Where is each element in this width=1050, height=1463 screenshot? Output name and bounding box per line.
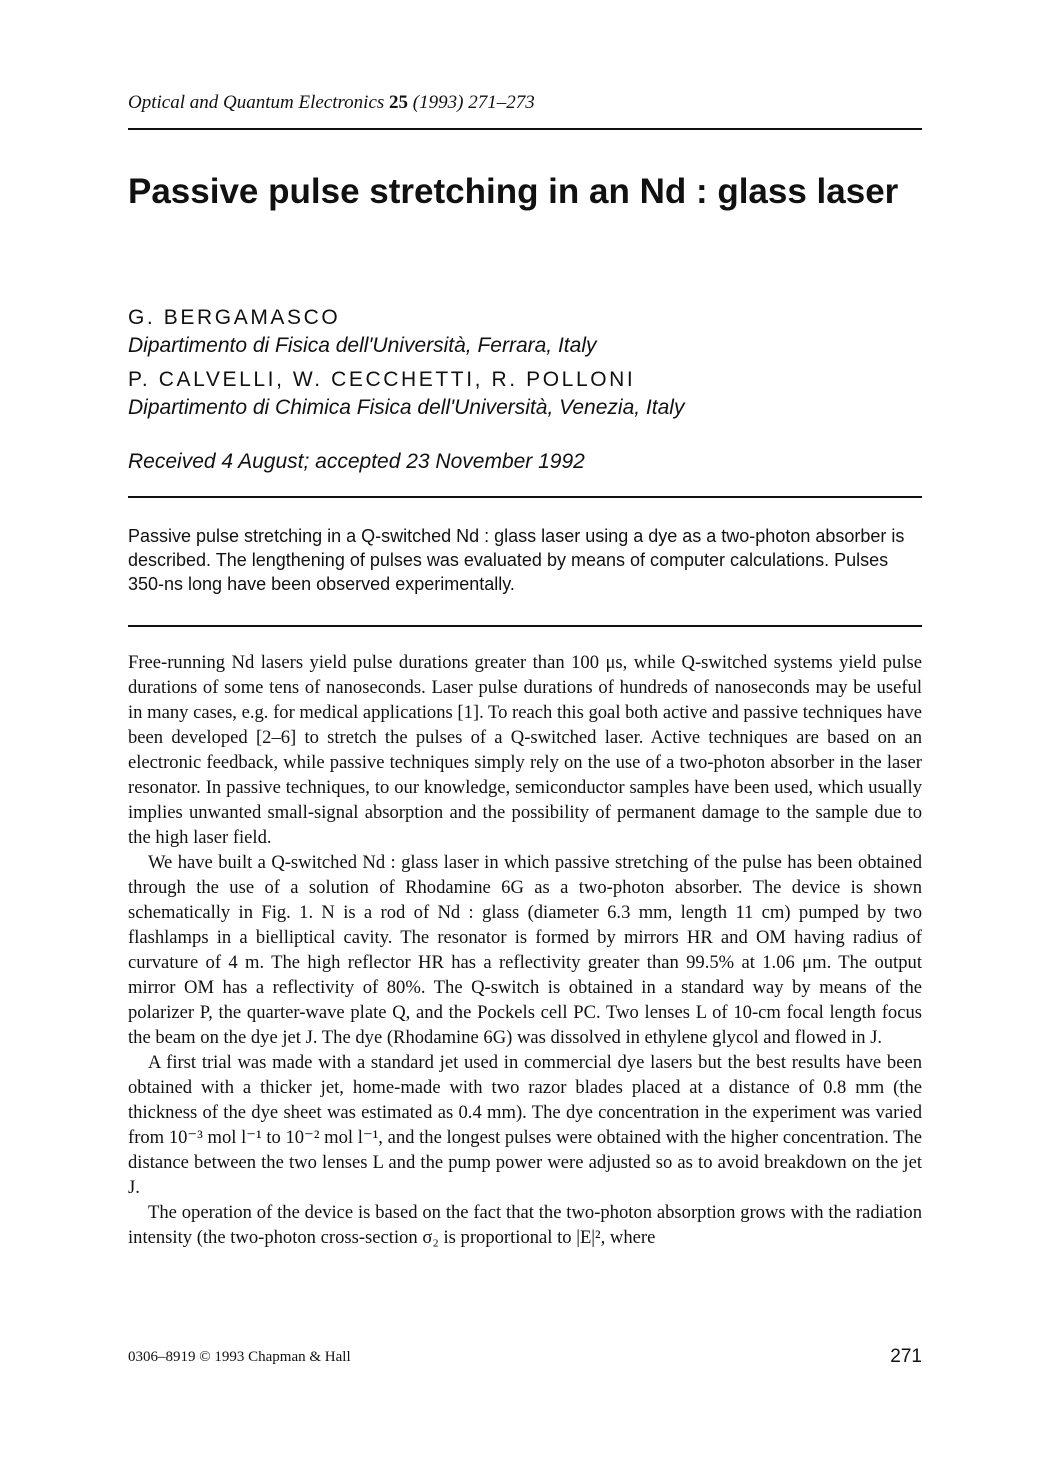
header-rule bbox=[128, 128, 922, 130]
author-group-1: G. BERGAMASCO bbox=[128, 306, 341, 329]
body-paragraph: A first trial was made with a standard jet used in commercial dye lasers but the best results have been obtained with a thicker jet, home-made with two razor blades placed at a distance of 0.8 mm (the thickness of the dye sheet was estimated as 0.4 mm). The dye concentration in the experiment was varied from 10⁻³ mol l⁻¹ to 10⁻² mol l⁻¹, and the longest pulses were obtained with the higher concentration. The distance between the two lenses L and the pump power were adjusted so as to avoid breakdown on the jet J. bbox=[128, 1052, 922, 1198]
body-text bbox=[128, 650, 922, 1250]
body-paragraph: Free-running Nd lasers yield pulse durations greater than 100 μs, while Q-switched systems yield pulse durations of some tens of nanoseconds. Laser pulse durations of hundreds of nanoseconds may be useful in many cases, e.g. for medical applications [1]. To reach this goal both active and passive techniques have been developed [2–6] to stretch the pulses of a Q-switched laser. Active techniques are based on an electronic feedback, while passive techniques simply rely on the use of a two-photon absorber in the laser resonator. In passive techniques, to our knowledge, semiconductor samples have been used, which usually implies unwanted small-signal absorption and the possibility of permanent damage to the sample due to the high laser field. bbox=[128, 652, 923, 848]
received-dates: Received 4 August; accepted 23 November 1992 bbox=[128, 450, 585, 473]
abstract-bottom-rule bbox=[128, 625, 922, 627]
page-number: 271 bbox=[890, 1346, 922, 1367]
body-paragraph: The operation of the device is based on the fact that the two-photon absorption grows with the radiation intensity (the two-photon cross-section σ₂ is proportional to |E|², where bbox=[128, 1202, 922, 1248]
issn-copyright: 0306–8919 © 1993 Chapman & Hall bbox=[128, 1349, 351, 1365]
journal-year-pages: (1993) 271–273 bbox=[412, 92, 535, 113]
author-group-2: P. CALVELLI, W. CECCHETTI, R. POLLONI bbox=[128, 368, 636, 391]
journal-citation bbox=[128, 92, 535, 114]
paper-title: Passive pulse stretching in an Nd : glass laser bbox=[128, 172, 899, 211]
body-paragraph: We have built a Q-switched Nd : glass laser in which passive stretching of the pulse has been obtained through the use of a solution of Rhodamine 6G as a two-photon absorber. The device is shown schematically in Fig. 1. N is a rod of Nd : glass (diameter 6.3 mm, length 11 cm) pumped by two flashlamps in a bielliptical cavity. The resonator is formed by mirrors HR and OM having radius of curvature of 4 m. The high reflector HR has a reflectivity greater than 99.5% at 1.06 μm. The output mirror OM has a reflectivity of 80%. The Q-switch is obtained in a standard way by means of the polarizer P, the quarter-wave plate Q, and the Pockels cell PC. Two lenses L of 10-cm focal length focus the beam on the dye jet J. The dye (Rhodamine 6G) was dissolved in ethylene glycol and flowed in J. bbox=[128, 852, 922, 1048]
affiliation-1: Dipartimento di Fisica dell'Università, Ferrara, Italy bbox=[128, 334, 597, 357]
journal-volume: 25 bbox=[389, 92, 409, 113]
affiliation-2: Dipartimento di Chimica Fisica dell'Università, Venezia, Italy bbox=[128, 396, 685, 419]
abstract: Passive pulse stretching in a Q-switched Nd : glass laser using a dye as a two-photon absorber is described. The lengthening of pulses was evaluated by means of computer calculations. Pulses 350-ns long have been observed experimentally. bbox=[128, 526, 905, 594]
journal-name: Optical and Quantum Electronics bbox=[128, 92, 385, 113]
abstract-top-rule bbox=[128, 496, 922, 498]
